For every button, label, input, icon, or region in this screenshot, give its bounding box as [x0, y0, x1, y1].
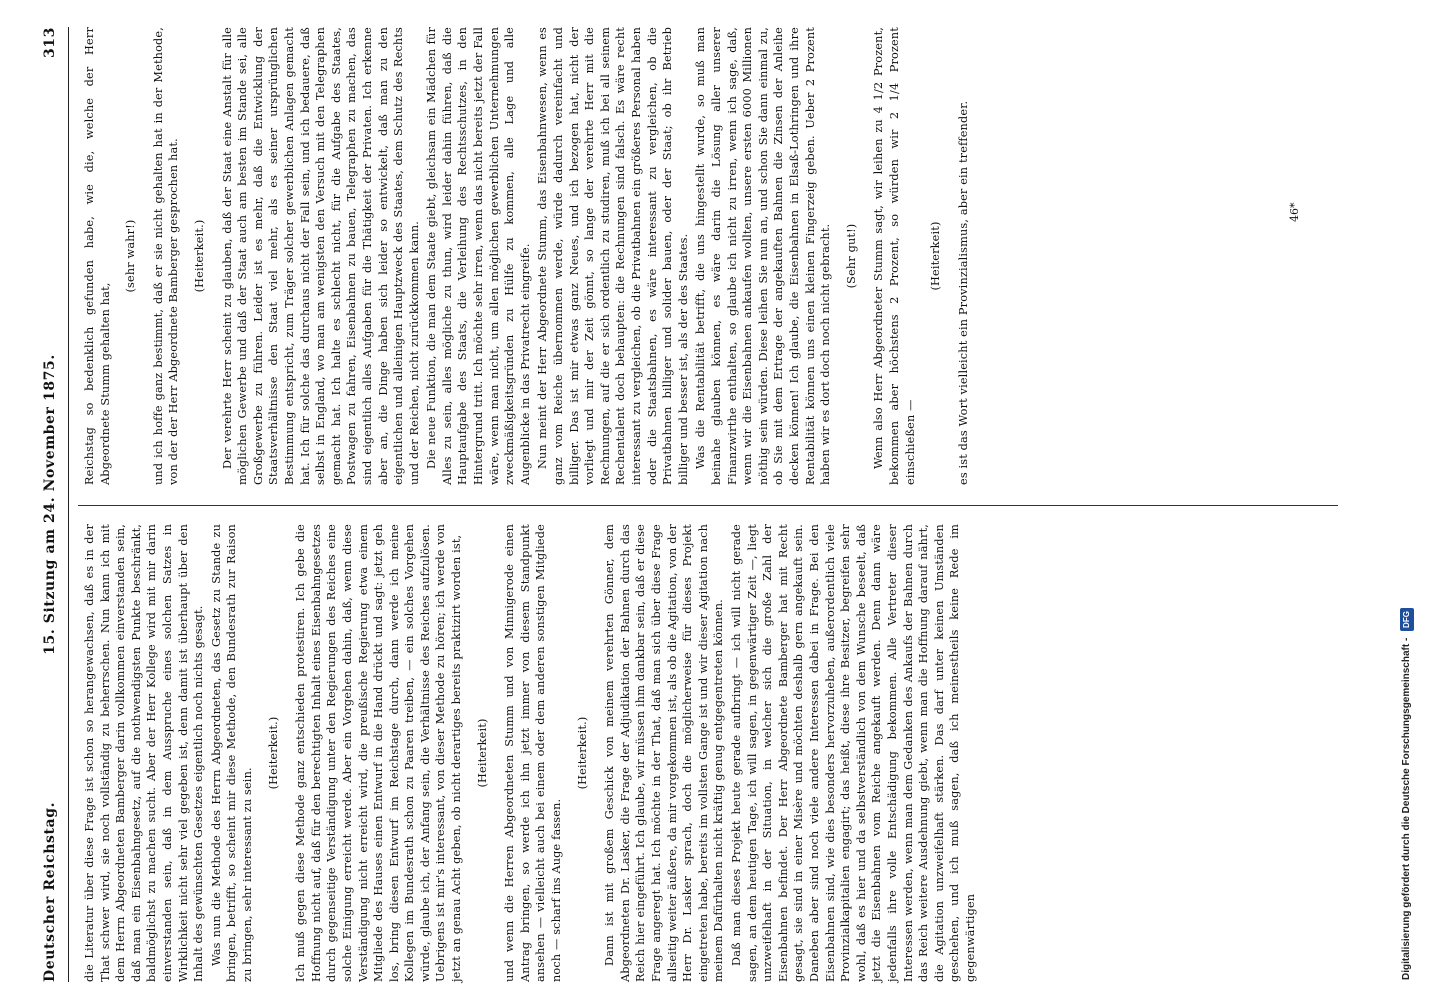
running-header	[40, 27, 64, 982]
paragraph: Reichstag so bedenklich gefunden habe, wie die, welche der Herr Abgeordnete Stumm gehalten hat,	[83, 27, 112, 485]
column-divider	[78, 505, 1338, 506]
interjection: (Heiterkeit)	[475, 718, 489, 788]
paragraph: Wenn also Herr Abgeordneter Stumm sagt, wir leihen zu 4 1/2 Prozent, bekommen aber höchstens 2 Prozent, so würden wir 2 1/4 Prozent einschießen —	[872, 27, 917, 485]
paragraph: und wenn die Herren Abgeordneten Stumm und von Minnigerode einen Antrag bringen, so werde ich ihn jetzt immer von diesem Standpunkt ansehen — vielleicht auch bei einem oder dem anderen sonstigen Mitgliede noch — scharf ins Auge fassen.	[503, 524, 564, 982]
page-number: 313	[42, 27, 58, 59]
interjection: (Heiterkeit)	[929, 221, 943, 291]
dfg-logo: DFG	[1400, 608, 1414, 631]
paragraph: Was die Rentabilität betrifft, die uns hingestellt wurde, so muß man beinahe glauben können, es wäre darin die Lösung aller unserer Finanzwirthe enthalten, so glaube ich nicht zu irren, wenn ich sage, daß, wenn wir die Eisenbahnen ankaufen wollten, unsere ersten 6000 Millionen nöthig sein würden. Diese leihen Sie nun an, und schon Sie dann einmal zu, ob Sie mit dem Ertrage der angekauften Bahnen die Zinsen der Anleihe decken können! Ich glaube, die Eisenbahnen in Elsaß-Lothringen und ihre Rentabilität können uns einen kleinen Fingerzeig geben. Ueber 2 Prozent haben wir es dort doch noch nicht gebracht.	[694, 27, 833, 485]
header-publication: Deutscher Reichstag.	[42, 801, 58, 982]
paragraph: Der verehrte Herr scheint zu glauben, daß der Staat eine Anstalt für alle möglichen Gewerbe und daß der Staat auch am besten im Stande sei, alle Großgewerbe zu führen. Leider ist es mehr, daß die Entwicklung der Staatsverhältnisse den Staat viel mehr, als es seiner ursprünglichen Bestimmung entspricht, zum Träger solcher gewerblichen Anlagen gemacht hat. Ich für solche das durchaus nicht der Fall sein, und ich bedauere, daß selbst in England, wo man am wenigsten den Versuch mit den Telegraphen gemacht hat. Ich halte es schlecht nicht, für die Aufgabe des Staates, Postwagen zu fahren, Eisenbahnen zu bauen, Telegraphen zu machen, das sind eigentlich alles Aufgaben für die Thätigkeit der Privaten. Ich erkenne aber an, die Dinge haben sich leider so entwickelt, daß man zu den eigentlichen und alleinigen Hauptzweck des Staates, dem Schutz des Rechts und der Reichen, nicht zurückkommen kann.	[220, 27, 421, 485]
paragraph: Was nun die Methode des Herrn Abgeordneten, das Gesetz zu Stande zu bringen, betrifft, so scheint mir diese Methode, den Bundesrath zur Raison zu bringen, sehr interessant zu sein.	[209, 524, 254, 982]
paragraph: und ich hoffe ganz bestimmt, daß er sie nicht gehalten hat in der Methode, von der der Herr Abgeordnete Bamberger gesprochen hat.	[151, 27, 181, 485]
digitization-note	[1394, 20, 1424, 980]
left-column	[82, 524, 980, 982]
page-content	[40, 27, 1380, 982]
header-rule	[68, 27, 69, 982]
signature-mark: 46*	[1288, 202, 1301, 222]
paragraph: Die neue Funktion, die man dem Staate giebt, gleichsam ein Mädchen für Alles zu sein, alles mögliche zu thun, wird leider dahin führen, daß die Hauptaufgabe des Staats, die Verleihung des Rechtsschutzes, in den Hintergrund tritt. Ich möchte sehr irren, wenn das nicht bereits jetzt der Fall wäre, wenn man nicht, um allen möglichen gewerblichen Unternehmungen zweckmäßigkeitsgründen zu Hülfe zu kommen, alle Lage und alle Augenblicke in das Privatrecht eingreife.	[425, 27, 532, 485]
paragraph: Dann ist mit großem Geschick von meinem verehrten Gönner, dem Abgeordneten Dr. Lasker, die Frage der Adjudikation der Bahnen durch das Reich hier eingeführt. Ich glaube, wir müssen ihm dankbar sein, daß er diese Frage angeregt hat. Ich möchte in der That, daß man sich über diese Frage allseitig weiter äußere, da mir vorgekommen ist, als ob die Agitation, von der Herr Dr. Lasker sprach, doch die möglicherweise für dieses Projekt eingetreten habe, bereits im vollsten Gange ist und wir dieser Agitation nach meinem Dafürhalten nicht kräftig genug entgegentreten können.	[603, 524, 726, 982]
interjection: (Sehr gut!)	[844, 223, 858, 289]
interjection: (Heiterkeit.)	[266, 716, 280, 790]
interjection: (Heiterkeit.)	[575, 716, 589, 790]
paragraph: Nun meint der Herr Abgeordnete Stumm, das Eisenbahnwesen, wenn es ganz vom Reiche übernommen werde, würde dadurch vereinfacht und billiger. Das ist mir etwas ganz Neues, und ich bezogen hat, nicht der vorliegt und mir der Zeit gönnt, so lange der verehrte Herr mit die Rechnungen, auf die er sich ordentlich zu studiren, muß ich bei all seinem Rechentalent doch behaupten: die Rechnungen sind falsch. Es wäre recht interessant zu vergleichen, ob die Privatbahnen ein größeres Personal haben oder die Staatsbahnen, es wäre interessant zu vergleichen, ob die Privatbahnen billiger und solider bauen, oder der Staat; ob ihr Betrieb billiger und besser ist, als der des Staates.	[536, 27, 690, 485]
digitization-note-text: Digitalisierung gefördert durch die Deutsche Forschungsgemeinschaft -	[1401, 637, 1412, 980]
paragraph: Daß man dieses Projekt heute gerade aufbringt — ich will nicht gerade sagen, an dem heutigen Tage, ich will sagen, in gegenwärtiger Zeit —, liegt unzweifelhaft in der Situation, in welcher sich die große Zahl der Eisenbahnen befindet. Der Herr Abgeordnete Bamberger hat mit Recht gesagt, sie sind in einer Misère und möchten deshalb gern angekauft sein. Daneben aber sind noch viele andere Interessen dabei in Frage. Bei den Eisenbahnen sind, wie dies besonders hervorzuheben, außerordentlich viele Provinzialkapitalien engagirt; das heißt, diese ihre Besitzer, begreifen sehr wohl, daß es hier und da selbstverständlich von dem Wunsche beseelt, daß jetzt die Eisenbahnen vom Reiche angekauft werden. Denn dann wäre jedenfalls ihre volle Entschädigung bekommen. Alle Vertreter dieser Interessen werden, wenn man dem Gedanken des Ankaufs der Bahnen durch das Reich weitere Ausdehnung giebt, wenn man die Hoffnung darauf nährt, die Agitation unzweifelhaft stärken. Das darf unter keinen Umständen geschehen, und ich muß sagen, daß ich meinestheils keine Rede im gegenwärtigen	[729, 524, 977, 982]
paragraph: Ich muß gegen diese Methode ganz entschieden protestiren. Ich gebe die Hoffnung nicht auf, daß für den berechtigten Inhalt eines Eisenbahngesetzes durch gegenseitige Verständigung unter den Regierungen des Reiches eine solche Einigung erreicht werde. Aber ein Vorgehen dahin, daß, wenn diese Verständigung nicht erreicht wird, die preußische Regierung etwa einem Mitgliede des Hauses einen Entwurf in die Hand drückt und sagt: jetzt geh los, bring diesen Entwurf im Reichstage durch, dann werde ich meine Kollegen im Bundesrath schon zu Paaren treiben, — ein solches Vorgehen würde, glaube ich, der Anfang sein, die Verhältnisse des Reiches aufzulösen. Uebrigens ist mir's interessant, von dieser Methode zu hören; ich werde von jetzt an genau Acht geben, ob nicht derartiges bereits praktizirt worden ist,	[294, 524, 464, 982]
paragraph: die Literatur über diese Frage ist schon so herangewachsen, daß es in der That schwer wird, sie noch vollständig zu beherrschen. Nun kann ich mit dem Herrn Abgeordneten Bamberger darin vollkommen einverstanden sein, daß man ein Eisenbahngesetz, auf die nothwendigsten Punkte beschränkt, baldmöglichst zu machen sucht. Aber der Herr Kollege wird mit mir darin einverstanden sein, daß in dem Ausspruche eines solchen Satzes in Wirklichkeit nicht sehr viel gegeben ist, denn damit ist überhaupt über den Inhalt des gewünschten Gesetzes eigentlich noch nichts gesagt.	[83, 524, 206, 982]
paragraph: es ist das Wort vielleicht ein Provinzialismus, aber ein treffender.	[956, 100, 970, 485]
interjection: (Heiterkeit.)	[192, 219, 206, 293]
right-column	[82, 27, 973, 485]
interjection: (sehr wahr!)	[124, 219, 138, 293]
header-session: 15. Sitzung am 24. November 1875.	[42, 354, 58, 655]
